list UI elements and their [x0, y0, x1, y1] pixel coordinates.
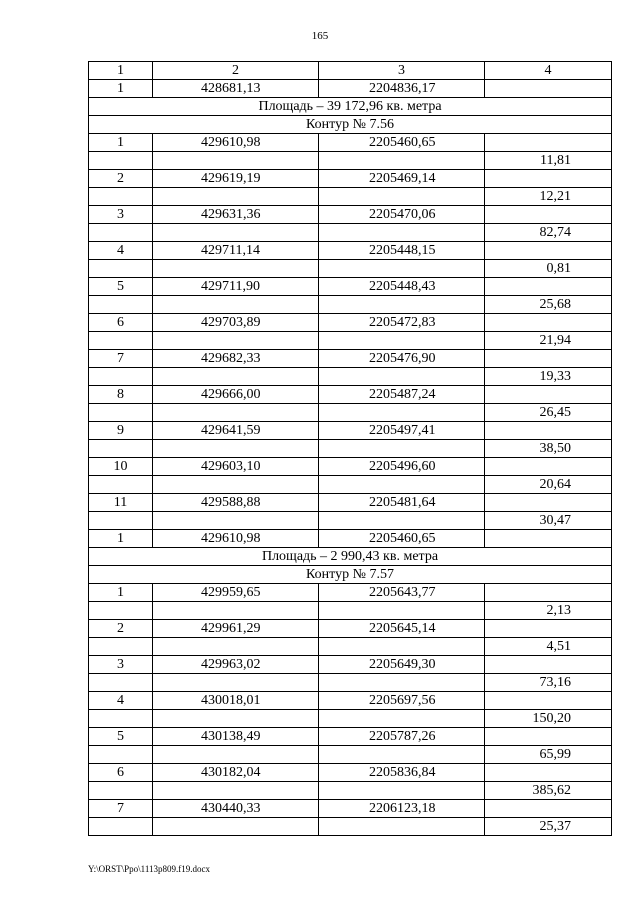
table-body [89, 80, 612, 836]
empty-cell [153, 638, 319, 656]
distance-cell-empty [485, 800, 612, 818]
empty-cell [319, 512, 485, 530]
empty-cell [319, 710, 485, 728]
point-row [89, 242, 612, 260]
section-row [89, 116, 612, 134]
header-col-1: 1 [89, 62, 153, 80]
point-row [89, 386, 612, 404]
distance-row [89, 260, 612, 278]
empty-cell [89, 188, 153, 206]
distance-cell: 38,50 [485, 440, 612, 458]
empty-cell [319, 404, 485, 422]
y-coordinate-cell: 2205448,15 [319, 242, 485, 260]
empty-cell [153, 746, 319, 764]
point-number-cell: 4 [89, 692, 153, 710]
point-number-cell: 1 [89, 530, 153, 548]
x-coordinate-cell: 429959,65 [153, 584, 319, 602]
point-row [89, 350, 612, 368]
y-coordinate-cell: 2206123,18 [319, 800, 485, 818]
point-number-cell: 6 [89, 764, 153, 782]
distance-row [89, 188, 612, 206]
section-label-cell: Площадь – 2 990,43 кв. метра [89, 548, 612, 566]
distance-cell-empty [485, 692, 612, 710]
y-coordinate-cell: 2205643,77 [319, 584, 485, 602]
distance-cell-empty [485, 80, 612, 98]
distance-cell-empty [485, 134, 612, 152]
distance-cell-empty [485, 386, 612, 404]
x-coordinate-cell: 430018,01 [153, 692, 319, 710]
empty-cell [89, 782, 153, 800]
empty-cell [319, 440, 485, 458]
empty-cell [319, 152, 485, 170]
coordinates-table [88, 61, 612, 836]
distance-row [89, 296, 612, 314]
distance-row [89, 782, 612, 800]
x-coordinate-cell: 429619,19 [153, 170, 319, 188]
point-row [89, 800, 612, 818]
x-coordinate-cell: 429588,88 [153, 494, 319, 512]
distance-cell: 2,13 [485, 602, 612, 620]
section-row [89, 98, 612, 116]
empty-cell [153, 188, 319, 206]
empty-cell [89, 152, 153, 170]
y-coordinate-cell: 2205460,65 [319, 134, 485, 152]
point-number-cell: 9 [89, 422, 153, 440]
distance-cell-empty [485, 764, 612, 782]
point-number-cell: 3 [89, 206, 153, 224]
point-number-cell: 1 [89, 134, 153, 152]
empty-cell [319, 602, 485, 620]
x-coordinate-cell: 429711,90 [153, 278, 319, 296]
empty-cell [89, 296, 153, 314]
header-col-2: 2 [153, 62, 319, 80]
distance-cell: 65,99 [485, 746, 612, 764]
distance-cell-empty [485, 350, 612, 368]
point-number-cell: 5 [89, 278, 153, 296]
distance-row [89, 332, 612, 350]
distance-row [89, 440, 612, 458]
distance-cell-empty [485, 206, 612, 224]
section-label-cell: Площадь – 39 172,96 кв. метра [89, 98, 612, 116]
distance-cell: 73,16 [485, 674, 612, 692]
empty-cell [153, 818, 319, 836]
point-number-cell: 1 [89, 584, 153, 602]
distance-row [89, 404, 612, 422]
point-row [89, 728, 612, 746]
distance-cell: 30,47 [485, 512, 612, 530]
y-coordinate-cell: 2205787,26 [319, 728, 485, 746]
distance-cell-empty [485, 422, 612, 440]
empty-cell [89, 440, 153, 458]
x-coordinate-cell: 430182,04 [153, 764, 319, 782]
y-coordinate-cell: 2205448,43 [319, 278, 485, 296]
empty-cell [319, 782, 485, 800]
point-row [89, 80, 612, 98]
distance-cell-empty [485, 728, 612, 746]
point-number-cell: 4 [89, 242, 153, 260]
empty-cell [153, 782, 319, 800]
y-coordinate-cell: 2205476,90 [319, 350, 485, 368]
distance-row [89, 710, 612, 728]
distance-cell-empty [485, 584, 612, 602]
point-row [89, 764, 612, 782]
y-coordinate-cell: 2205697,56 [319, 692, 485, 710]
distance-row [89, 152, 612, 170]
distance-cell-empty [485, 242, 612, 260]
point-row [89, 584, 612, 602]
x-coordinate-cell: 429610,98 [153, 134, 319, 152]
y-coordinate-cell: 2205481,64 [319, 494, 485, 512]
point-number-cell: 11 [89, 494, 153, 512]
empty-cell [153, 296, 319, 314]
point-number-cell: 10 [89, 458, 153, 476]
distance-cell-empty [485, 278, 612, 296]
empty-cell [89, 404, 153, 422]
empty-cell [153, 674, 319, 692]
empty-cell [153, 224, 319, 242]
empty-cell [89, 332, 153, 350]
section-row [89, 566, 612, 584]
x-coordinate-cell: 428681,13 [153, 80, 319, 98]
distance-row [89, 368, 612, 386]
empty-cell [319, 332, 485, 350]
file-path-footer: Y:\ORST\Ppo\1113p809.f19.docx [88, 864, 211, 874]
empty-cell [153, 404, 319, 422]
x-coordinate-cell: 430138,49 [153, 728, 319, 746]
distance-row [89, 638, 612, 656]
y-coordinate-cell: 2205470,06 [319, 206, 485, 224]
point-row [89, 692, 612, 710]
page-number: 165 [311, 30, 329, 42]
x-coordinate-cell: 429703,89 [153, 314, 319, 332]
x-coordinate-cell: 429682,33 [153, 350, 319, 368]
empty-cell [319, 818, 485, 836]
header-col-3: 3 [319, 62, 485, 80]
empty-cell [89, 224, 153, 242]
point-number-cell: 3 [89, 656, 153, 674]
y-coordinate-cell: 2205469,14 [319, 170, 485, 188]
point-number-cell: 8 [89, 386, 153, 404]
distance-cell: 150,20 [485, 710, 612, 728]
y-coordinate-cell: 2205836,84 [319, 764, 485, 782]
distance-cell-empty [485, 458, 612, 476]
distance-cell-empty [485, 656, 612, 674]
distance-row [89, 512, 612, 530]
x-coordinate-cell: 429641,59 [153, 422, 319, 440]
distance-cell: 12,21 [485, 188, 612, 206]
empty-cell [319, 674, 485, 692]
empty-cell [153, 440, 319, 458]
y-coordinate-cell: 2205497,41 [319, 422, 485, 440]
empty-cell [89, 602, 153, 620]
distance-row [89, 674, 612, 692]
point-number-cell: 2 [89, 620, 153, 638]
point-row [89, 458, 612, 476]
y-coordinate-cell: 2205496,60 [319, 458, 485, 476]
empty-cell [319, 476, 485, 494]
table-header [89, 62, 612, 80]
distance-cell: 82,74 [485, 224, 612, 242]
distance-cell-empty [485, 530, 612, 548]
distance-cell-empty [485, 620, 612, 638]
x-coordinate-cell: 429963,02 [153, 656, 319, 674]
empty-cell [319, 260, 485, 278]
empty-cell [319, 368, 485, 386]
distance-row [89, 818, 612, 836]
distance-cell: 20,64 [485, 476, 612, 494]
y-coordinate-cell: 2205645,14 [319, 620, 485, 638]
distance-cell-empty [485, 494, 612, 512]
point-row [89, 314, 612, 332]
distance-cell: 26,45 [485, 404, 612, 422]
distance-row [89, 602, 612, 620]
section-row [89, 548, 612, 566]
empty-cell [89, 368, 153, 386]
distance-cell-empty [485, 314, 612, 332]
x-coordinate-cell: 430440,33 [153, 800, 319, 818]
y-coordinate-cell: 2205487,24 [319, 386, 485, 404]
x-coordinate-cell: 429631,36 [153, 206, 319, 224]
empty-cell [89, 260, 153, 278]
distance-row [89, 476, 612, 494]
empty-cell [319, 638, 485, 656]
x-coordinate-cell: 429666,00 [153, 386, 319, 404]
point-number-cell: 5 [89, 728, 153, 746]
header-col-4: 4 [485, 62, 612, 80]
y-coordinate-cell: 2204836,17 [319, 80, 485, 98]
y-coordinate-cell: 2205649,30 [319, 656, 485, 674]
empty-cell [319, 224, 485, 242]
distance-cell-empty [485, 170, 612, 188]
empty-cell [319, 188, 485, 206]
distance-cell: 385,62 [485, 782, 612, 800]
distance-cell: 19,33 [485, 368, 612, 386]
empty-cell [89, 512, 153, 530]
y-coordinate-cell: 2205472,83 [319, 314, 485, 332]
empty-cell [319, 746, 485, 764]
x-coordinate-cell: 429961,29 [153, 620, 319, 638]
x-coordinate-cell: 429603,10 [153, 458, 319, 476]
point-row [89, 494, 612, 512]
empty-cell [319, 296, 485, 314]
empty-cell [153, 710, 319, 728]
point-row [89, 170, 612, 188]
distance-cell: 4,51 [485, 638, 612, 656]
point-row [89, 620, 612, 638]
distance-cell: 0,81 [485, 260, 612, 278]
y-coordinate-cell: 2205460,65 [319, 530, 485, 548]
empty-cell [153, 332, 319, 350]
distance-row [89, 224, 612, 242]
empty-cell [89, 638, 153, 656]
point-number-cell: 1 [89, 80, 153, 98]
empty-cell [89, 710, 153, 728]
point-row [89, 206, 612, 224]
point-row [89, 422, 612, 440]
empty-cell [153, 476, 319, 494]
empty-cell [89, 674, 153, 692]
distance-cell: 11,81 [485, 152, 612, 170]
point-row [89, 530, 612, 548]
empty-cell [153, 368, 319, 386]
distance-cell: 25,37 [485, 818, 612, 836]
section-label-cell: Контур № 7.56 [89, 116, 612, 134]
point-row [89, 134, 612, 152]
empty-cell [89, 476, 153, 494]
empty-cell [153, 602, 319, 620]
distance-cell: 25,68 [485, 296, 612, 314]
x-coordinate-cell: 429610,98 [153, 530, 319, 548]
empty-cell [153, 152, 319, 170]
empty-cell [89, 746, 153, 764]
distance-cell: 21,94 [485, 332, 612, 350]
empty-cell [153, 260, 319, 278]
header-row [89, 62, 612, 80]
point-row [89, 278, 612, 296]
empty-cell [153, 512, 319, 530]
section-label-cell: Контур № 7.57 [89, 566, 612, 584]
point-number-cell: 2 [89, 170, 153, 188]
point-number-cell: 7 [89, 350, 153, 368]
point-number-cell: 6 [89, 314, 153, 332]
point-row [89, 656, 612, 674]
empty-cell [89, 818, 153, 836]
point-number-cell: 7 [89, 800, 153, 818]
distance-row [89, 746, 612, 764]
x-coordinate-cell: 429711,14 [153, 242, 319, 260]
